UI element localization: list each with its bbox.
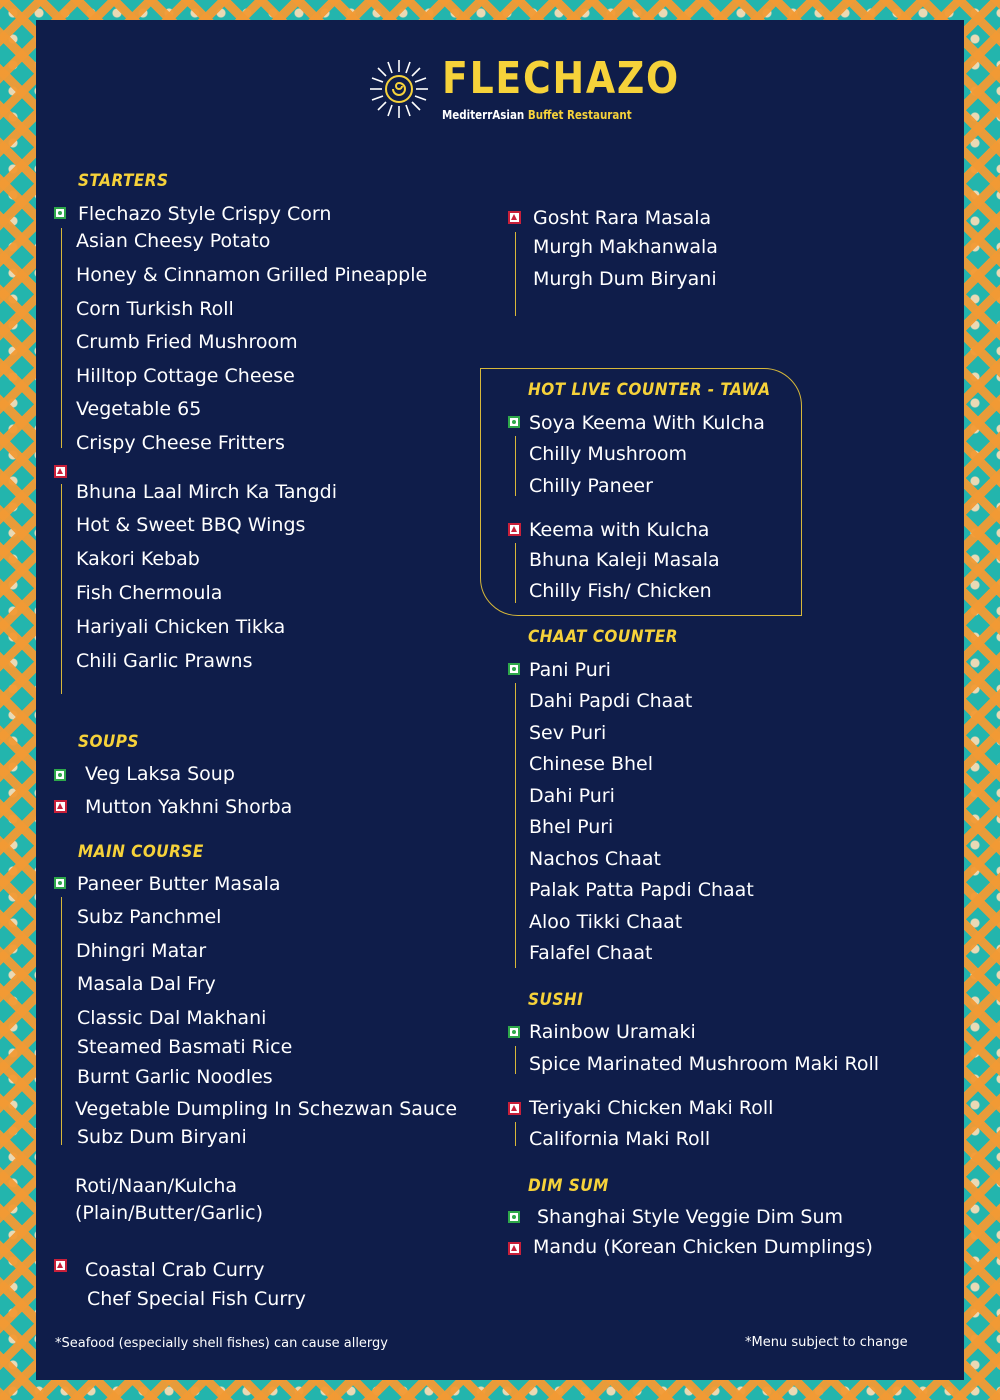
- section-divider-line: [515, 683, 516, 968]
- menu-item: Murgh Dum Biryani: [533, 268, 717, 290]
- menu-item: Bhel Puri: [529, 816, 614, 838]
- menu-item: Subz Dum Biryani: [77, 1126, 247, 1148]
- menu-item: Hariyali Chicken Tikka: [76, 616, 286, 638]
- menu-item: Crispy Cheese Fritters: [76, 432, 285, 454]
- menu-item: Rainbow Uramaki: [529, 1021, 696, 1043]
- nonveg-icon: [508, 523, 521, 536]
- section-divider-line: [515, 1122, 516, 1146]
- section-heading-hot-live-counter: HOT LIVE COUNTER - TAWA: [528, 380, 771, 400]
- menu-item: Mutton Yakhni Shorba: [85, 796, 293, 818]
- section-heading-main-course: MAIN COURSE: [78, 842, 204, 862]
- veg-icon: [54, 769, 66, 781]
- menu-item: Dahi Puri: [529, 785, 615, 807]
- menu-item: Asian Cheesy Potato: [76, 230, 271, 252]
- nonveg-icon: [54, 1259, 67, 1272]
- menu-item: Hot & Sweet BBQ Wings: [76, 514, 306, 536]
- menu-item: Masala Dal Fry: [77, 973, 216, 995]
- menu-item: Chef Special Fish Curry: [87, 1288, 306, 1310]
- menu-item: California Maki Roll: [529, 1128, 711, 1150]
- tagline-part-b: Buffet Restaurant: [527, 108, 632, 122]
- nonveg-icon: [508, 1242, 521, 1255]
- nonveg-icon: [508, 1102, 521, 1115]
- menu-item: Burnt Garlic Noodles: [77, 1066, 273, 1088]
- menu-item: Keema with Kulcha: [529, 519, 710, 541]
- section-heading-dim-sum: DIM SUM: [528, 1176, 609, 1196]
- menu-item: Dahi Papdi Chaat: [529, 690, 693, 712]
- menu-item: Vegetable Dumpling In Schezwan Sauce: [75, 1098, 458, 1120]
- section-heading-soups: SOUPS: [78, 732, 139, 752]
- section-divider-line: [61, 484, 62, 694]
- menu-item: Dhingri Matar: [76, 940, 207, 962]
- menu-item: Nachos Chaat: [529, 848, 661, 870]
- nonveg-icon: [54, 800, 67, 813]
- menu-item: Falafel Chaat: [529, 942, 653, 964]
- section-divider-line: [515, 1046, 516, 1074]
- menu-item: Fish Chermoula: [76, 582, 223, 604]
- nonveg-icon: [54, 465, 67, 478]
- menu-item: Flechazo Style Crispy Corn: [78, 203, 332, 225]
- menu-item: Veg Laksa Soup: [85, 763, 235, 785]
- veg-icon: [54, 207, 66, 219]
- menu-item: Classic Dal Makhani: [77, 1007, 267, 1029]
- section-heading-sushi: SUSHI: [528, 990, 584, 1010]
- menu-item: (Plain/Butter/Garlic): [75, 1202, 263, 1224]
- sun-logo-icon: [366, 56, 432, 122]
- menu-item: Hilltop Cottage Cheese: [76, 365, 295, 387]
- brand-name: FLECHAZO: [442, 53, 680, 104]
- allergy-footnote: *Seafood (especially shell fishes) can cause allergy: [55, 1336, 388, 1351]
- menu-item: Palak Patta Papdi Chaat: [529, 879, 754, 901]
- menu-item: Chilly Mushroom: [529, 443, 687, 465]
- menu-item: Mandu (Korean Chicken Dumplings): [533, 1236, 873, 1258]
- veg-icon: [508, 416, 520, 428]
- menu-item: Spice Marinated Mushroom Maki Roll: [529, 1053, 880, 1075]
- tagline-part-a: MediterrAsian: [442, 108, 528, 122]
- menu-item: Bhuna Kaleji Masala: [529, 549, 720, 571]
- menu-item: Chili Garlic Prawns: [76, 650, 253, 672]
- menu-item: Chinese Bhel: [529, 753, 653, 775]
- menu-item: Aloo Tikki Chaat: [529, 911, 683, 933]
- menu-item: Chilly Paneer: [529, 475, 653, 497]
- menu-item: Murgh Makhanwala: [533, 236, 718, 258]
- menu-item: Gosht Rara Masala: [533, 207, 712, 229]
- menu-item: Steamed Basmati Rice: [77, 1036, 293, 1058]
- menu-item: Vegetable 65: [76, 398, 202, 420]
- section-divider-line: [61, 897, 62, 1145]
- menu-item: Pani Puri: [529, 659, 611, 681]
- menu-item: Soya Keema With Kulcha: [529, 412, 765, 434]
- logo: [366, 52, 680, 132]
- menu-item: Kakori Kebab: [76, 548, 200, 570]
- menu-change-footnote: *Menu subject to change: [745, 1335, 908, 1350]
- veg-icon: [54, 877, 66, 889]
- menu-item: Roti/Naan/Kulcha: [75, 1175, 238, 1197]
- menu-item: Coastal Crab Curry: [85, 1259, 265, 1281]
- menu-item: Paneer Butter Masala: [77, 873, 281, 895]
- veg-icon: [508, 663, 520, 675]
- section-divider-line: [61, 228, 62, 448]
- brand-tagline: [442, 108, 632, 122]
- menu-item: Corn Turkish Roll: [76, 298, 234, 320]
- section-heading-chaat-counter: CHAAT COUNTER: [528, 627, 679, 647]
- menu-item: Shanghai Style Veggie Dim Sum: [537, 1206, 844, 1228]
- veg-icon: [508, 1211, 520, 1223]
- menu-item: Honey & Cinnamon Grilled Pineapple: [76, 264, 428, 286]
- menu-item: Teriyaki Chicken Maki Roll: [529, 1097, 774, 1119]
- section-heading-starters: STARTERS: [78, 171, 169, 191]
- veg-icon: [508, 1026, 520, 1038]
- nonveg-icon: [508, 211, 521, 224]
- section-divider-line: [515, 232, 516, 316]
- menu-item: Subz Panchmel: [77, 906, 222, 928]
- section-divider-line: [515, 543, 516, 603]
- menu-item: Sev Puri: [529, 722, 607, 744]
- section-divider-line: [515, 436, 516, 496]
- menu-item: Crumb Fried Mushroom: [76, 331, 298, 353]
- menu-item: Bhuna Laal Mirch Ka Tangdi: [76, 481, 337, 503]
- menu-item: Chilly Fish/ Chicken: [529, 580, 712, 602]
